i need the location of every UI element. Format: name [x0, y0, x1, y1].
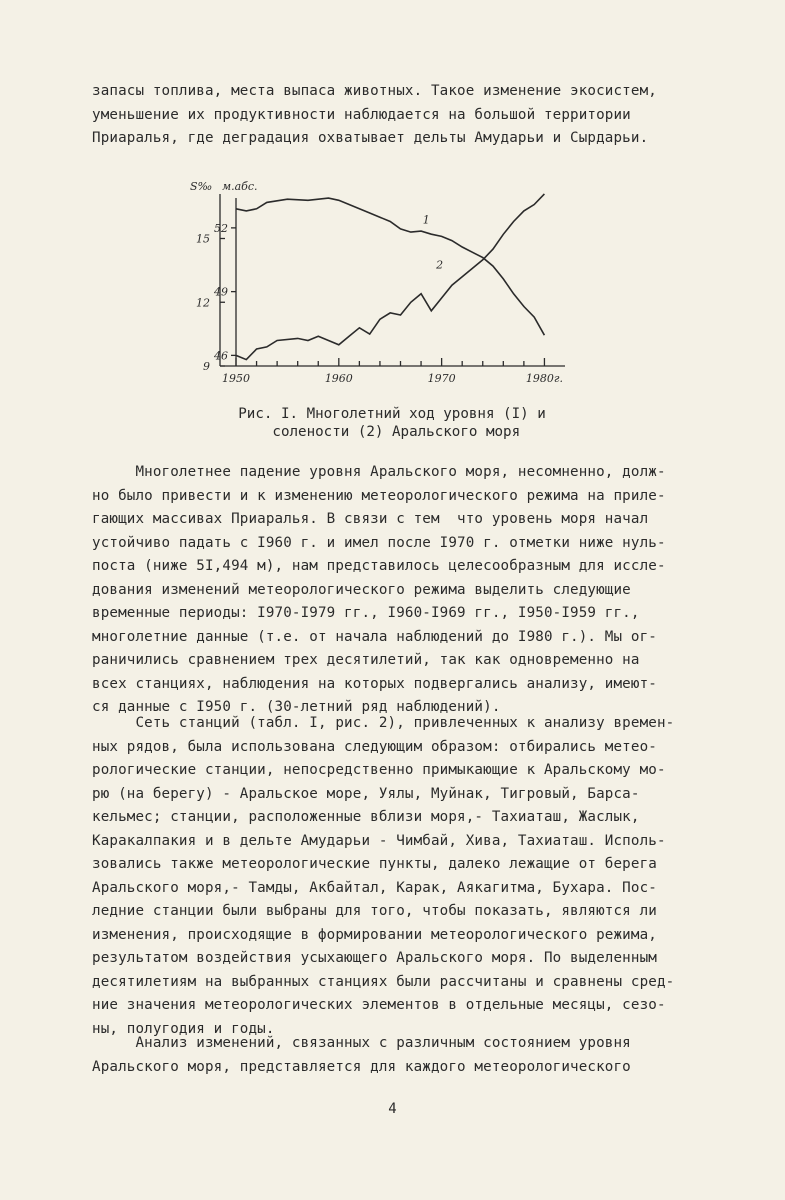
paragraph-analysis: Анализ изменений, связанных с различным состоянием уровня Аральского моря, представляется для каждого метеорологического — [92, 1035, 631, 1075]
x-tick-label: 1950 — [222, 372, 250, 385]
series-line-2 — [236, 194, 544, 360]
paragraph-ecosystem: запасы топлива, места выпаса животных. Такое изменение экосистем, уменьшение их продуктивности наблюдается на большой территории Приаралья, где деградация охватывает дельты Амударьи и Сырдарьи. — [92, 83, 657, 146]
paragraph-level-decline: Многолетнее падение уровня Аральского моря, несомненно, долж- но было привести и к изменению метеорологического режима на приле- гающих массивах Приаралья. В связи с тем что уровень моря начал устойчиво падать с I960 г. и имел после I970 г. отметки ниже нуль- поста (ниже 5I,494 м), нам представилось целесообразным для иссле- дования изменений метеорологического режима выделить следующие временные периоды: I970-I979 гг., I960-I969 гг., I950-I959 гг., многолетние данные (т.е. от начала наблюдений до I980 г.). Мы ог- раничились сравнением трех десятилетий, так как одновременно на всех станциях, наблюдения на которых подвергались анализу, имеют- ся данные с I950 г. (30-летний ряд наблюдений). — [92, 464, 666, 715]
level-tick-label: 46 — [214, 349, 228, 363]
salinity-tick-label: 12 — [196, 296, 210, 310]
series-line-1 — [236, 198, 544, 335]
x-tick-label: 1980г. — [525, 372, 563, 385]
series-label-1: 1 — [422, 213, 430, 227]
chart-series — [236, 194, 544, 360]
level-tick-label: 49 — [214, 285, 228, 299]
figure-aral-sea-level-salinity — [180, 176, 600, 396]
salinity-axis-label: S‰ — [190, 180, 213, 193]
paragraph-station-network: Сеть станций (табл. I, рис. 2), привлеченных к анализу времен- ных рядов, была использована следующим образом: отбирались метео- рологические станции, непосредственно примыкающие к Аральскому мо- рю (на берегу) - Аральское море, Уялы, Муйнак, Тигровый, Барса- кельмес; станции, расположенные вблизи моря,- Тахиаташ, Жаслык, Каракалпакия и в дельте Амударьи - Чимбай, Хива, Тахиаташ. Исполь- зовались также метеорологические пункты, далеко лежащие от берега Аральского моря,- Тамды, Акбайтал, Карак, Аякагитма, Бухара. Пос- ледние станции были выбраны для того, чтобы показать, являются ли изменения, происходящие в формировании метеорологического режима, результатом воздействия усыхающего Аральского моря. По выделенным десятилетиям на выбранных станциях были рассчитаны и сравнены сред- ние значения метеорологических элементов в отдельные месяцы, сезо- ны, полугодия и годы. — [92, 715, 675, 1037]
x-tick-label: 1960 — [324, 372, 353, 385]
x-tick-label: 1970 — [427, 372, 456, 385]
chart-axes — [220, 194, 565, 366]
salinity-tick-label: 15 — [196, 232, 210, 246]
salinity-tick-label: 9 — [203, 360, 210, 373]
level-axis-label: м.абс. — [222, 180, 258, 193]
series-label-2: 2 — [436, 258, 444, 272]
page-number: 4 — [388, 1101, 397, 1117]
level-tick-label: 52 — [214, 221, 228, 235]
figure-caption: Рис. I. Многолетний ход уровня (I) и солености (2) Аральского моря — [238, 406, 546, 440]
